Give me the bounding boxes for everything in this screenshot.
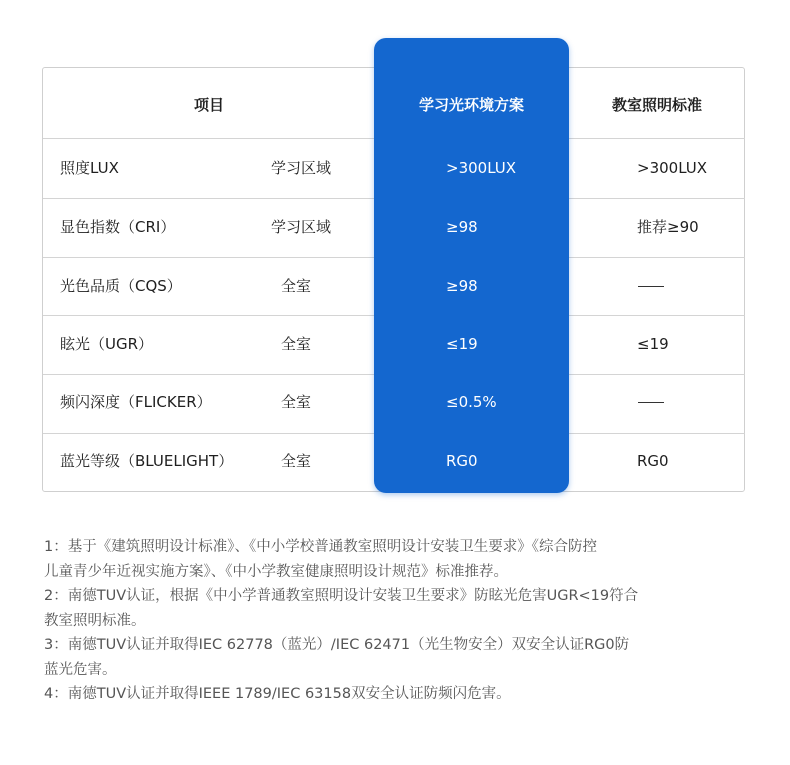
row-area: 全室 <box>280 277 311 295</box>
footnote-1-line-1: 1：基于《建筑照明设计标准》、《中小学校普通教室照明设计安装卫生要求》《综合防控 <box>44 539 597 555</box>
row-solution-value: ≤0.5% <box>446 393 497 411</box>
header-solution: 学习光环境方案 <box>418 96 524 114</box>
header-standard: 教室照明标准 <box>611 96 702 114</box>
row-standard-value: 推荐≥90 <box>637 218 699 236</box>
row-area: 全室 <box>280 452 311 470</box>
row-standard-value: ≤19 <box>637 335 669 353</box>
row-name-bluelight: 蓝光等级（BLUELIGHT） <box>60 452 234 470</box>
row-standard-value: RG0 <box>637 452 669 470</box>
footnote-2-line-2: 教室照明标准。 <box>44 612 146 629</box>
footnote-3-line-2: 蓝光危害。 <box>44 661 117 678</box>
row-area: 学习区域 <box>270 159 331 177</box>
row-area: 全室 <box>280 335 311 353</box>
row-name-lux: 照度LUX <box>60 159 119 177</box>
footnote-4-line-1: 4：南德TUV认证并取得IEEE 1789/IEC 63158双安全认证防频闪危害。 <box>44 686 511 702</box>
row-name-ugr: 眩光（UGR） <box>60 335 154 353</box>
row-area: 全室 <box>280 393 311 411</box>
footnote-2-line-1: 2：南德TUV认证，根据《中小学普通教室照明设计安装卫生要求》防眩光危害UGR<19符合 <box>44 588 639 604</box>
header-item: 项目 <box>193 96 224 114</box>
row-name-cri: 显色指数（CRI） <box>60 218 176 236</box>
row-solution-value: ≤19 <box>446 335 478 353</box>
empty-standard-dash <box>638 286 664 287</box>
row-solution-value: ≥98 <box>446 218 478 236</box>
row-name-cqs: 光色品质（CQS） <box>60 277 182 295</box>
row-standard-value: >300LUX <box>637 159 708 177</box>
row-solution-value: RG0 <box>446 452 478 470</box>
row-name-flicker: 频闪深度（FLICKER） <box>60 393 212 411</box>
row-area: 学习区域 <box>270 218 331 236</box>
row-solution-value: >300LUX <box>446 159 517 177</box>
footnote-3-line-1: 3：南德TUV认证并取得IEC 62778（蓝光）/IEC 62471（光生物安全）双安全认证RG0防 <box>44 637 630 653</box>
footnote-1-line-2: 儿童青少年近视实施方案》、《中小学教室健康照明设计规范》标准推荐。 <box>44 563 508 580</box>
row-solution-value: ≥98 <box>446 277 478 295</box>
footnotes <box>44 535 744 707</box>
empty-standard-dash <box>638 402 664 403</box>
